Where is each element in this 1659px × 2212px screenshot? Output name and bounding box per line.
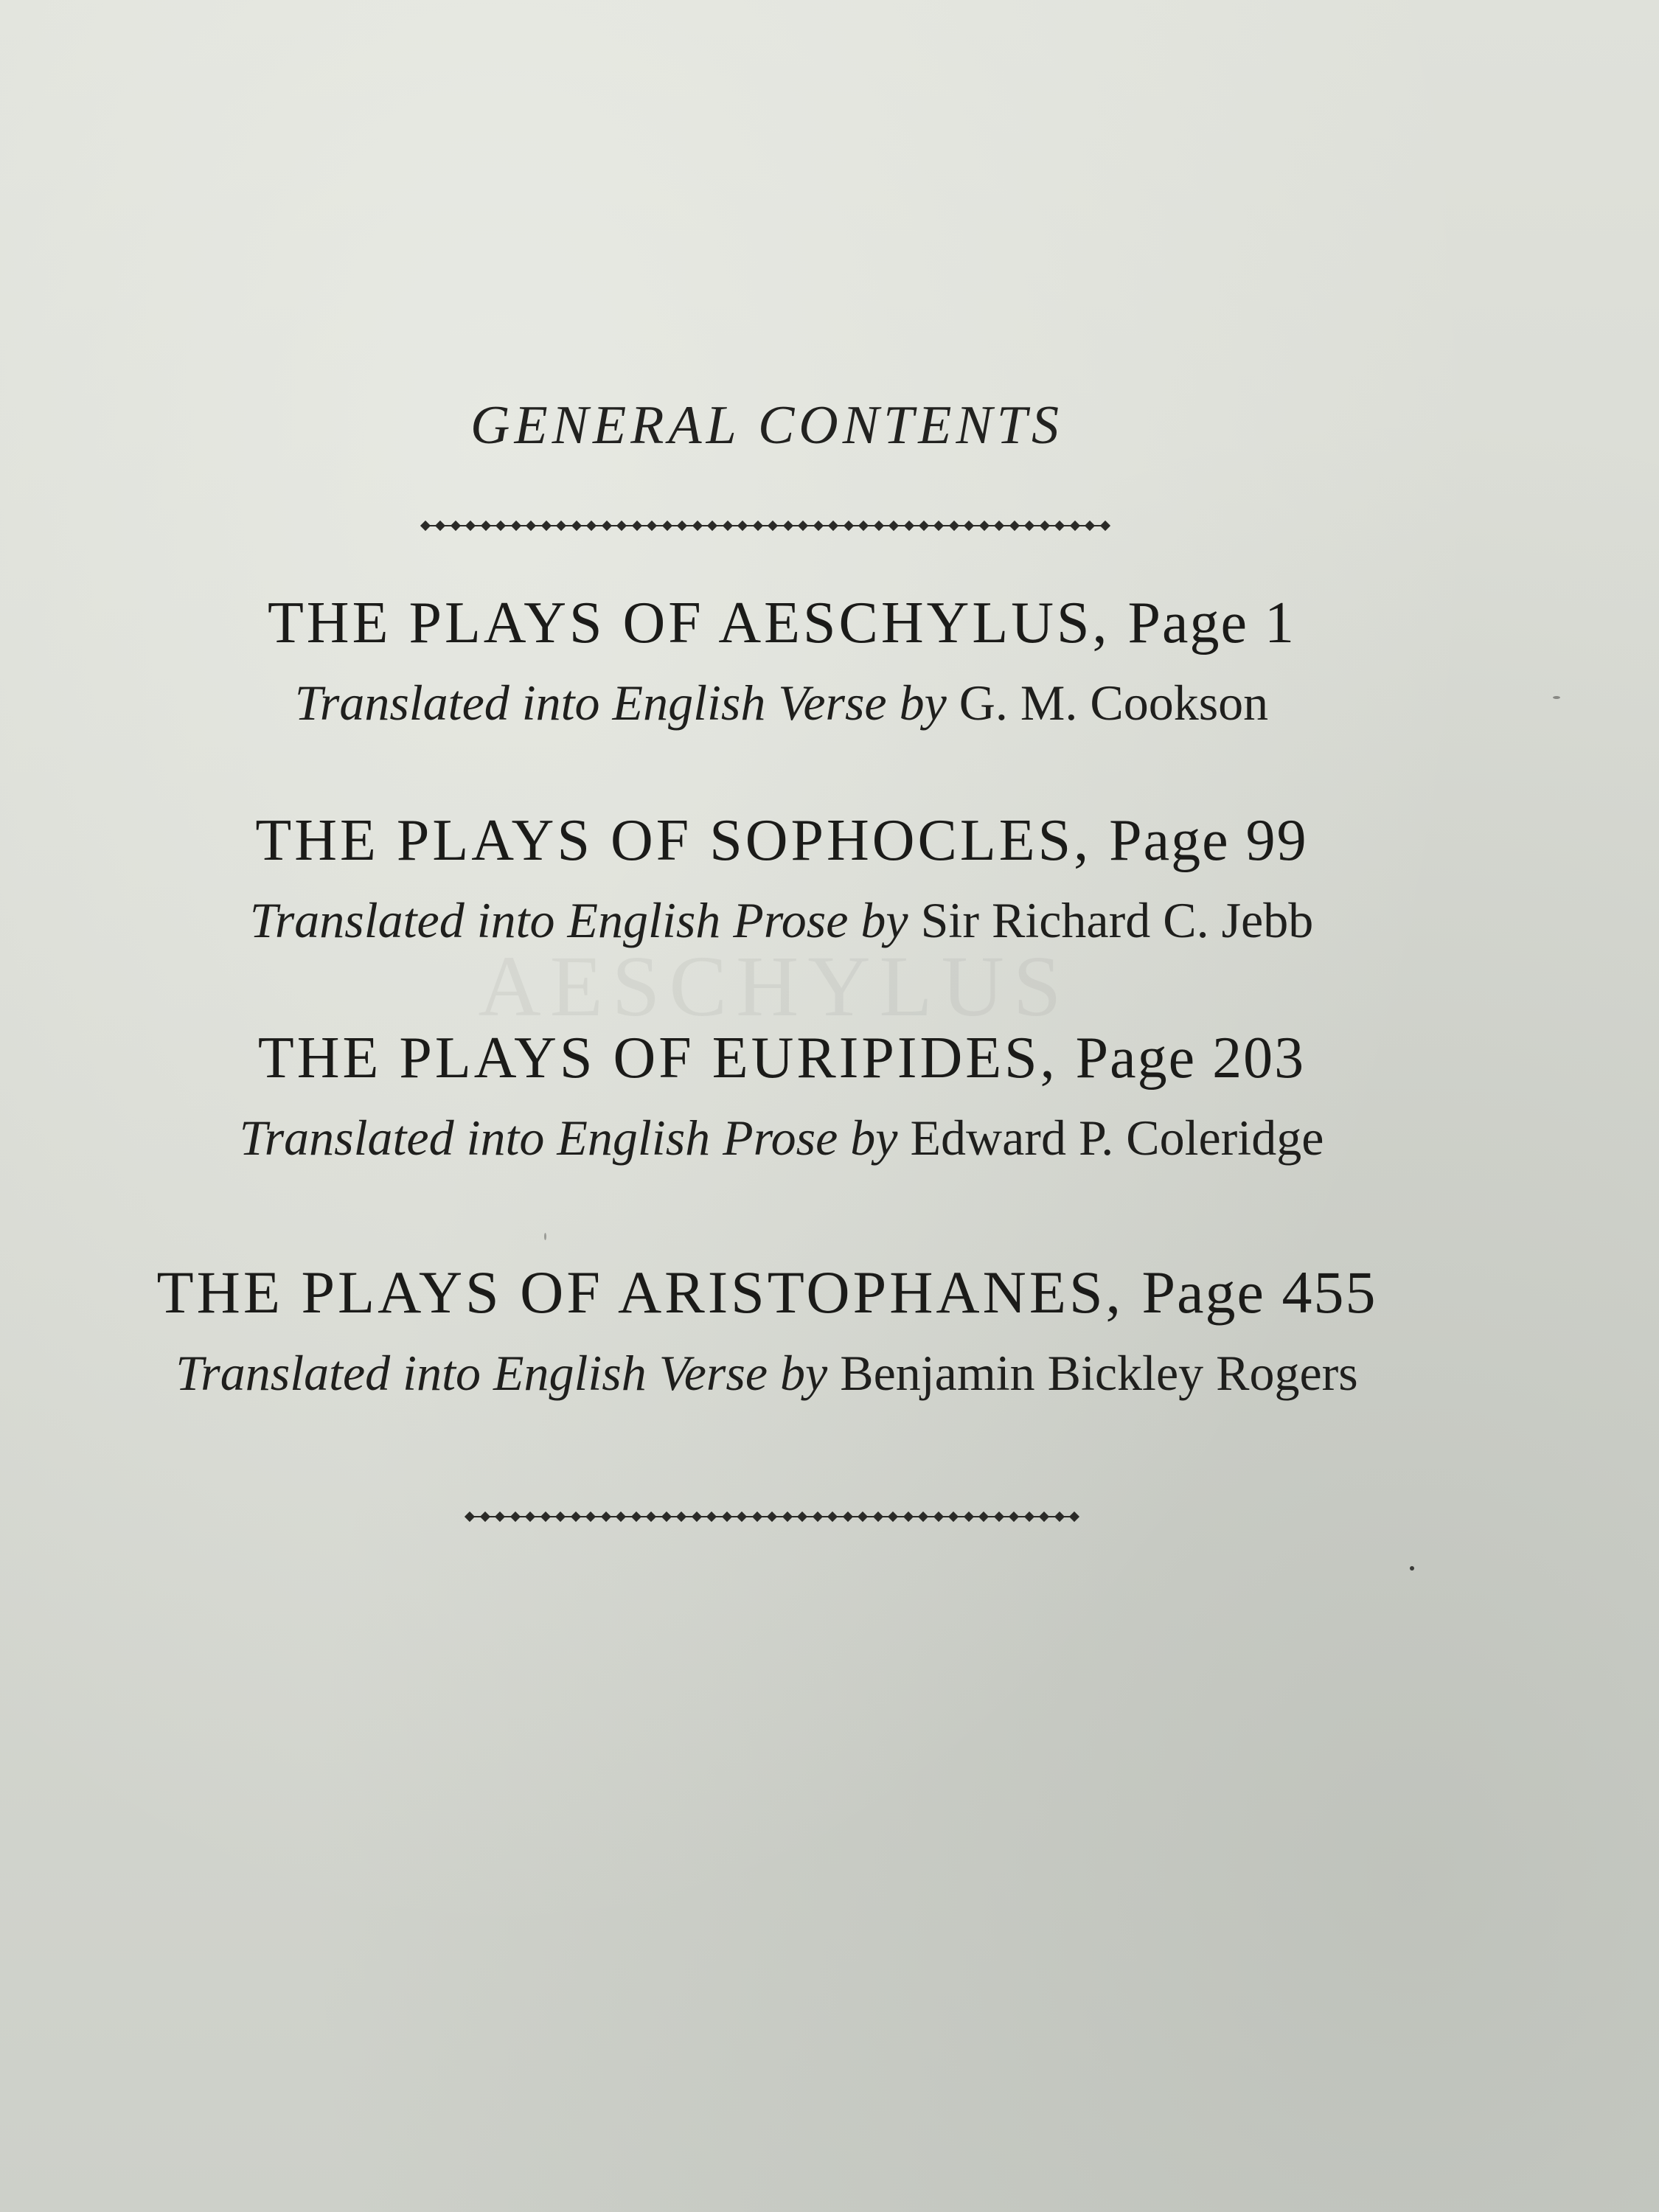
entry-title-text: THE PLAYS OF SOPHOCLES,: [255, 808, 1092, 873]
ornament-diamond: [979, 521, 990, 531]
ornament-diamond: [677, 521, 687, 531]
ornament-diamond: [1085, 521, 1095, 531]
ornament-diamond: [919, 521, 929, 531]
ornament-diamond: [812, 1512, 822, 1522]
ornament-diamond: [842, 1512, 852, 1522]
ornament-diamond: [479, 1512, 490, 1522]
ornament-diamond: [843, 521, 853, 531]
paper-speck: [1553, 696, 1560, 699]
ornament-diamond: [632, 521, 642, 531]
ornament-diamond: [525, 1512, 535, 1522]
contents-entry-euripides: [118, 1026, 1445, 1166]
ornament-diamond: [964, 521, 974, 531]
ornament-diamond: [481, 521, 491, 531]
ornament-diamond: [586, 521, 597, 531]
contents-entry-aeschylus: [147, 591, 1416, 731]
ornament-divider-top: [422, 518, 1109, 534]
entry-translator-line: [118, 892, 1445, 948]
ornament-diamond: [555, 1512, 566, 1522]
ornament-diamond: [1054, 521, 1065, 531]
entry-translator: Edward P. Coleridge: [910, 1110, 1324, 1166]
ornament-diamond: [797, 1512, 807, 1522]
ornament-diamond: [798, 521, 808, 531]
entry-page-ref: Page 1: [1127, 591, 1296, 655]
entry-translation-note: Translated into English Prose by: [239, 1110, 898, 1166]
entry-translator: Sir Richard C. Jebb: [920, 892, 1314, 948]
page-title: GENERAL CONTENTS: [470, 395, 1063, 456]
ornament-diamond: [691, 1512, 701, 1522]
ornament-diamond: [783, 521, 793, 531]
ornament-diamond: [526, 521, 536, 531]
ornament-diamond: [828, 521, 838, 531]
ornament-diamond: [858, 1512, 868, 1522]
ornament-diamond: [509, 1512, 520, 1522]
ornament-diamond: [630, 1512, 641, 1522]
entry-page-ref: Page 455: [1141, 1259, 1377, 1326]
ornament-diamond: [888, 1512, 898, 1522]
ornament-diamond: [753, 521, 763, 531]
ornament-diamond: [858, 521, 869, 531]
ornament-diamond: [616, 1512, 626, 1522]
ornament-diamond: [1069, 1512, 1079, 1522]
entry-title-text: THE PLAYS OF AESCHYLUS,: [267, 591, 1110, 655]
ornament-diamond: [540, 1512, 550, 1522]
ornament-diamond: [978, 1512, 989, 1522]
ornament-diamond: [1009, 1512, 1019, 1522]
show-through-text: AESCHYLUS: [478, 938, 1071, 1034]
ornament-diamond: [465, 521, 476, 531]
ornament-diamond: [1054, 1512, 1064, 1522]
entry-title: [118, 808, 1445, 873]
ornament-diamond: [706, 1512, 717, 1522]
ornament-diamond: [1009, 521, 1020, 531]
ornament-diamond: [495, 521, 506, 531]
ornament-diamond: [600, 1512, 611, 1522]
ornament-diamond: [933, 1512, 943, 1522]
ornament-diamond: [1040, 521, 1050, 531]
ornament-diamond: [1039, 1512, 1049, 1522]
ornament-diamond: [723, 521, 733, 531]
ornament-diamond: [647, 521, 657, 531]
paper-speck: [544, 1233, 546, 1240]
entry-title: [44, 1259, 1489, 1326]
ornament-diamond: [495, 1512, 505, 1522]
ornament-diamond: [782, 1512, 792, 1522]
ornament-diamond: [949, 521, 959, 531]
ornament-diamond: [827, 1512, 838, 1522]
ornament-diamond: [571, 521, 582, 531]
ornament-diamond: [420, 521, 431, 531]
ornament-diamond: [963, 1512, 973, 1522]
ornament-diamond: [692, 521, 703, 531]
ornament-diamond: [1023, 1512, 1034, 1522]
paper-speck: [1410, 1566, 1414, 1571]
ornament-diamond: [1070, 521, 1080, 531]
ornament-diamond: [994, 521, 1004, 531]
ornament-diamond: [676, 1512, 686, 1522]
ornament-diamond: [737, 521, 748, 531]
entry-translation-note: Translated into English Verse by: [294, 675, 947, 731]
ornament-diamond: [616, 521, 627, 531]
entry-translation-note: Translated into English Prose by: [249, 892, 908, 948]
entry-title: [147, 591, 1416, 655]
ornament-diamond: [993, 1512, 1004, 1522]
ornament-diamond: [902, 1512, 913, 1522]
ornament-diamond: [570, 1512, 580, 1522]
ornament-diamond: [888, 521, 899, 531]
entry-translator: Benjamin Bickley Rogers: [840, 1345, 1358, 1401]
ornament-diamond: [948, 1512, 959, 1522]
ornament-diamond: [465, 1512, 475, 1522]
ornament-diamond: [661, 1512, 671, 1522]
entry-title: [118, 1026, 1445, 1091]
ornament-diamond: [873, 521, 883, 531]
ornament-diamond: [511, 521, 521, 531]
ornament-diamond: [751, 1512, 762, 1522]
ornament-diamond: [707, 521, 717, 531]
ornament-diamond: [646, 1512, 656, 1522]
contents-entry-sophocles: [118, 808, 1445, 948]
ornament-diamond: [918, 1512, 928, 1522]
ornament-diamond: [903, 521, 914, 531]
ornament-diamond: [768, 521, 778, 531]
ornament-diamond: [767, 1512, 777, 1522]
ornament-diamond: [1100, 521, 1110, 531]
ornament-diamond: [872, 1512, 883, 1522]
ornament-diamond: [451, 521, 461, 531]
ornament-diamond: [585, 1512, 596, 1522]
entry-page-ref: Page 99: [1109, 808, 1308, 873]
ornament-diamond: [556, 521, 566, 531]
entry-translator: G. M. Cookson: [959, 675, 1269, 731]
ornament-diamond: [435, 521, 445, 531]
entry-title-text: THE PLAYS OF EURIPIDES,: [257, 1026, 1058, 1091]
entry-translator-line: [44, 1345, 1489, 1401]
entry-page-ref: Page 203: [1075, 1026, 1306, 1091]
ornament-diamond: [541, 521, 552, 531]
entry-translator-line: [147, 675, 1416, 731]
ornament-diamond: [1024, 521, 1034, 531]
contents-entry-aristophanes: [44, 1259, 1489, 1401]
entry-title-text: THE PLAYS OF ARISTOPHANES,: [156, 1259, 1124, 1326]
entry-translator-line: [118, 1110, 1445, 1166]
ornament-diamond: [813, 521, 824, 531]
ornament-diamond: [933, 521, 944, 531]
entry-translation-note: Translated into English Verse by: [175, 1345, 828, 1401]
ornament-diamond: [662, 521, 672, 531]
ornament-diamond: [721, 1512, 731, 1522]
ornament-diamond: [737, 1512, 747, 1522]
ornament-divider-bottom: [466, 1509, 1078, 1525]
ornament-diamond: [602, 521, 612, 531]
